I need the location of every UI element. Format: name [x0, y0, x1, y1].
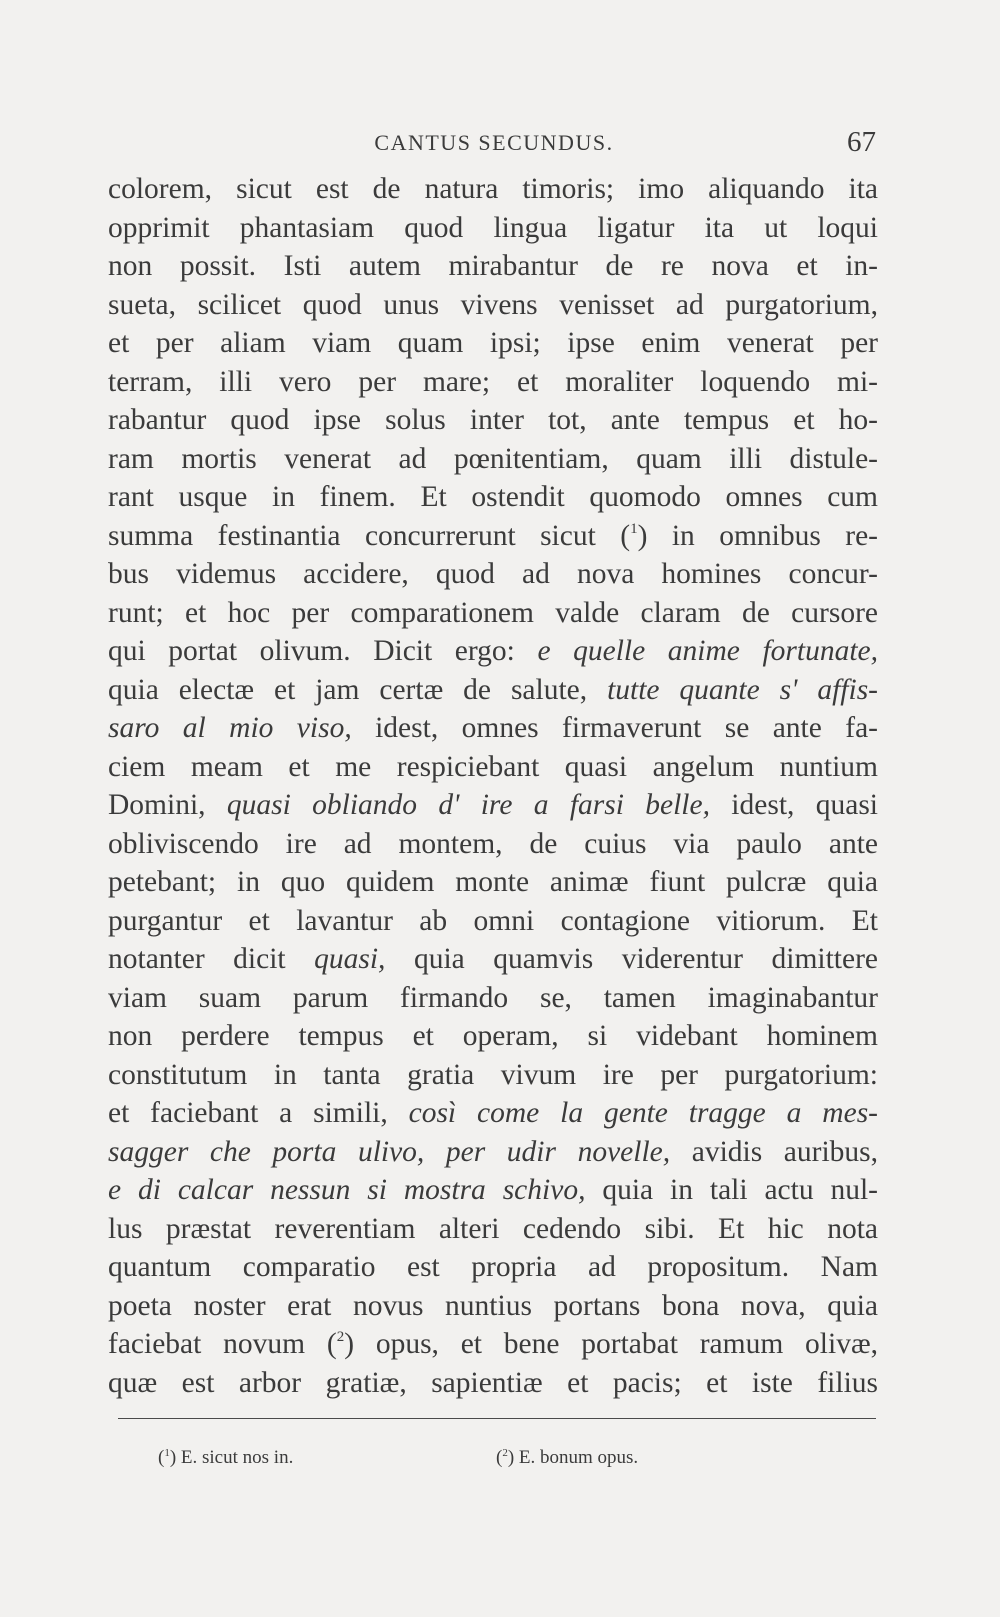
text-line — [108, 979, 878, 1018]
text-line — [108, 440, 878, 479]
text-line — [108, 324, 878, 363]
text-segment: et per aliam viam quam ipsi; ipse enim venerat per — [108, 327, 878, 359]
text-line — [108, 555, 878, 594]
footnote-reference: 1 — [630, 520, 638, 537]
text-segment: poeta noster erat novus nuntius portans bona nova, quia — [108, 1289, 878, 1322]
text-line — [108, 478, 878, 517]
text-line — [108, 825, 878, 864]
text-segment: constitutum in tanta gratia vivum ire per purgatorium: — [108, 1058, 878, 1091]
italic-quotation: e quelle anime fortunate, — [537, 635, 878, 667]
footnote-rule — [118, 1418, 876, 1419]
text-segment: idest, quasi — [709, 789, 878, 821]
text-line — [108, 1210, 878, 1249]
italic-quotation: così come la gente tragge a mes- — [408, 1097, 878, 1129]
text-segment: quantum comparatio est propria ad propositum. Nam — [108, 1251, 878, 1283]
text-segment: faciebat novum ( — [108, 1328, 337, 1360]
text-line — [108, 363, 878, 402]
text-line — [108, 594, 878, 633]
text-segment: terram, illi vero per mare; et moraliter loquendo mi- — [108, 365, 878, 398]
italic-quotation: quasi obliando d' ire a farsi belle, — [226, 789, 710, 821]
italic-quotation: sagger che porta ulivo, per udir novelle, — [108, 1135, 671, 1168]
text-segment: idest, omnes firmaverunt se ante fa- — [351, 712, 878, 744]
italic-quotation: tutte quante s' affis- — [607, 673, 878, 706]
body-text — [108, 170, 878, 1402]
text-line — [108, 247, 878, 286]
text-segment: ram mortis venerat ad pœnitentiam, quam illi distule- — [108, 442, 878, 475]
footnote-text: E. bonum opus. — [514, 1447, 639, 1468]
text-line — [108, 286, 878, 325]
running-title: CANTUS SECUNDUS. — [374, 130, 614, 155]
text-segment: quia in tali actu nul- — [585, 1174, 878, 1206]
text-line — [108, 401, 878, 440]
text-line — [108, 1287, 878, 1326]
page-number: 67 — [847, 126, 876, 158]
text-line — [108, 1325, 878, 1364]
text-segment: qui portat olivum. Dicit ergo: — [108, 635, 538, 667]
text-segment: avidis auribus, — [670, 1135, 878, 1168]
text-segment: non perdere tempus et operam, si videbant hominem — [108, 1020, 878, 1052]
text-line — [108, 1094, 878, 1133]
italic-quotation: e di calcar nessun si mostra schivo, — [108, 1174, 586, 1206]
text-line — [108, 786, 878, 825]
text-line — [108, 940, 878, 979]
footnote-2: ($^2$) E. bonum opus. — [496, 1447, 639, 1468]
text-line — [108, 902, 878, 941]
text-segment: non possit. Isti autem mirabantur de re nova et in- — [108, 250, 878, 282]
text-segment: quia quamvis viderentur dimittere — [385, 943, 878, 975]
text-segment: ciem meam et me respiciebant quasi angelum nuntium — [108, 750, 878, 783]
footnote-mark: 1 — [164, 1447, 170, 1459]
text-segment: rant usque in finem. Et ostendit quomodo omnes cum — [108, 481, 878, 513]
text-line — [108, 1171, 878, 1210]
text-line — [108, 517, 878, 556]
text-segment: quæ est arbor gratiæ, sapientiæ et pacis; et iste filius — [108, 1366, 878, 1399]
text-segment: viam suam parum firmando se, tamen imaginabantur — [108, 981, 878, 1014]
text-segment: runt; et hoc per comparationem valde claram de cursore — [108, 596, 878, 629]
text-segment: colorem, sicut est de natura timoris; imo aliquando ita — [108, 173, 878, 205]
text-line — [108, 1056, 878, 1095]
footnote-text: E. sicut nos in. — [176, 1447, 294, 1468]
text-line — [108, 1133, 878, 1172]
italic-quotation: quasi, — [314, 943, 386, 975]
text-segment: ) opus, et bene portabat ramum olivæ, — [344, 1328, 878, 1360]
text-line — [108, 209, 878, 248]
text-line — [108, 863, 878, 902]
running-head — [112, 126, 876, 158]
text-segment: ) in omnibus re- — [637, 519, 878, 552]
text-segment: quia electæ et jam certæ de salute, — [108, 673, 608, 706]
text-segment: notanter dicit — [108, 943, 315, 975]
text-segment: et faciebant a simili, — [108, 1097, 409, 1129]
italic-quotation: saro al mio viso, — [108, 712, 352, 744]
text-line — [108, 709, 878, 748]
text-segment: rabantur quod ipse solus inter tot, ante tempus et ho- — [108, 404, 878, 436]
footnotes — [158, 1447, 878, 1477]
text-line — [108, 748, 878, 787]
text-segment: lus præstat reverentiam alteri cedendo sibi. Et hic nota — [108, 1212, 878, 1245]
text-line — [108, 1248, 878, 1287]
footnote-reference: 2 — [336, 1329, 345, 1345]
footnote-mark: 2 — [502, 1447, 508, 1459]
text-segment: petebant; in quo quidem monte animæ fiunt pulcræ quia — [108, 866, 878, 898]
text-segment: Domini, — [108, 789, 227, 821]
text-line — [108, 170, 878, 209]
text-line — [108, 1017, 878, 1056]
text-line — [108, 632, 878, 671]
text-segment: purgantur et lavantur ab omni contagione vitiorum. Et — [108, 904, 878, 937]
text-segment: summa festinantia concurrerunt sicut ( — [108, 519, 631, 552]
text-line — [108, 1364, 878, 1403]
footnote-1: ($^1$) E. sicut nos in. — [158, 1447, 294, 1468]
text-line — [108, 671, 878, 710]
text-segment: bus videmus accidere, quod ad nova homines concur- — [108, 558, 878, 590]
text-segment: obliviscendo ire ad montem, de cuius via paulo ante — [108, 827, 878, 860]
text-segment: sueta, scilicet quod unus vivens venisset ad purgatorium, — [108, 288, 878, 321]
text-segment: opprimit phantasiam quod lingua ligatur ita ut loqui — [108, 211, 878, 244]
